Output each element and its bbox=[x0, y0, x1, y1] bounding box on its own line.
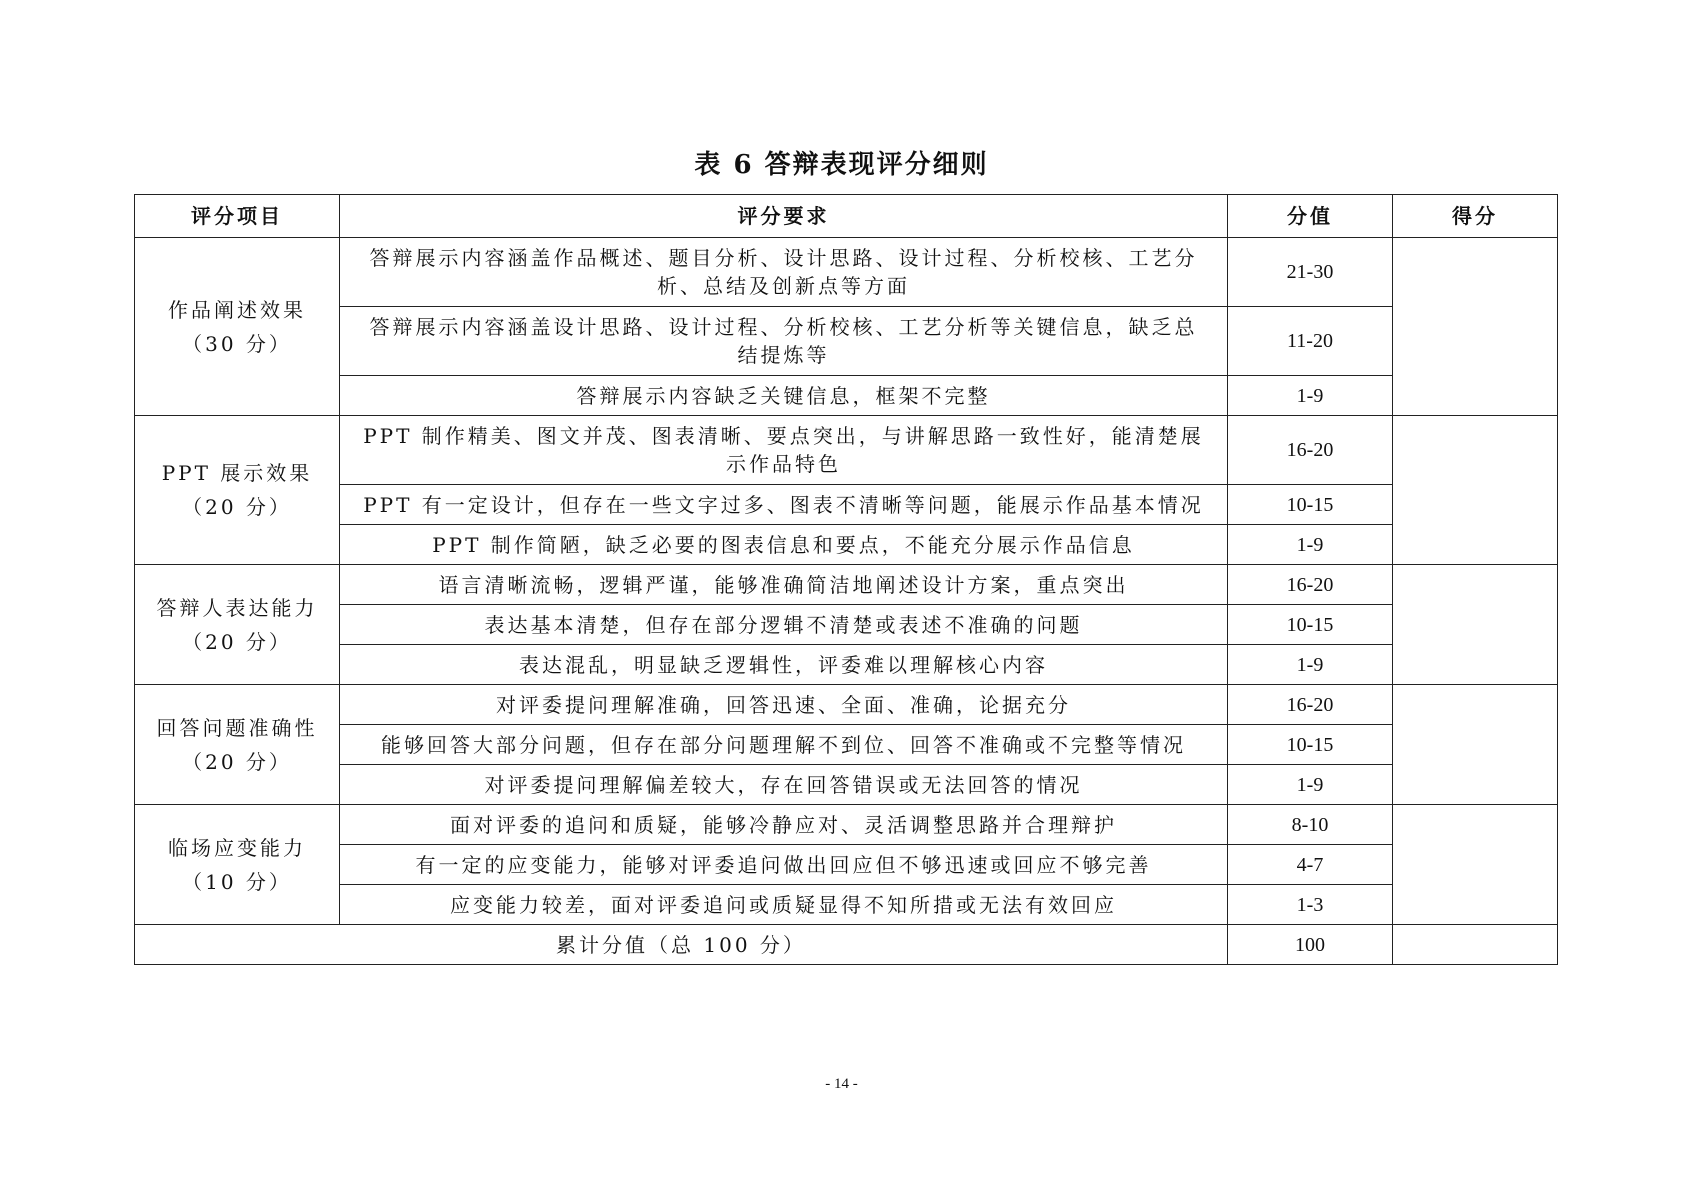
table-row bbox=[135, 845, 1558, 885]
table-row bbox=[135, 765, 1558, 805]
total-value: 100 bbox=[1228, 925, 1393, 965]
score-input-cell[interactable] bbox=[1393, 805, 1558, 925]
score-range-cell: 16-20 bbox=[1228, 685, 1393, 725]
category-name: 答辩人表达能力 bbox=[156, 595, 318, 620]
category-cell bbox=[135, 416, 340, 565]
score-range-cell: 1-9 bbox=[1228, 765, 1393, 805]
requirement-cell: 表达混乱，明显缺乏逻辑性，评委难以理解核心内容 bbox=[340, 645, 1228, 685]
category-points: （30 分） bbox=[182, 331, 292, 356]
category-name: 回答问题准确性 bbox=[156, 715, 318, 740]
score-range-cell: 1-9 bbox=[1228, 376, 1393, 416]
score-range-cell: 11-20 bbox=[1228, 307, 1393, 376]
score-range-cell: 8-10 bbox=[1228, 805, 1393, 845]
score-input-cell[interactable] bbox=[1393, 416, 1558, 565]
score-range-cell: 4-7 bbox=[1228, 845, 1393, 885]
requirement-cell: PPT 制作简陋，缺乏必要的图表信息和要点，不能充分展示作品信息 bbox=[340, 525, 1228, 565]
score-range-cell: 21-30 bbox=[1228, 238, 1393, 307]
score-input-cell[interactable] bbox=[1393, 565, 1558, 685]
category-name: PPT 展示效果 bbox=[161, 461, 313, 485]
score-input-cell[interactable] bbox=[1393, 238, 1558, 416]
table-row bbox=[135, 485, 1558, 525]
requirement-cell: 语言清晰流畅，逻辑严谨，能够准确简洁地阐述设计方案，重点突出 bbox=[340, 565, 1228, 605]
score-range-cell: 1-3 bbox=[1228, 885, 1393, 925]
total-row bbox=[135, 925, 1558, 965]
category-cell bbox=[135, 685, 340, 805]
table-row bbox=[135, 525, 1558, 565]
score-range-cell: 1-9 bbox=[1228, 525, 1393, 565]
table-row bbox=[135, 885, 1558, 925]
scoring-table bbox=[134, 194, 1558, 965]
table-row bbox=[135, 565, 1558, 605]
category-name: 临场应变能力 bbox=[168, 835, 306, 860]
table-row bbox=[135, 805, 1558, 845]
category-cell bbox=[135, 805, 340, 925]
table-row bbox=[135, 605, 1558, 645]
category-cell bbox=[135, 238, 340, 416]
score-range-cell: 10-15 bbox=[1228, 725, 1393, 765]
table-row bbox=[135, 238, 1558, 307]
score-range-cell: 1-9 bbox=[1228, 645, 1393, 685]
requirement-cell: 应变能力较差，面对评委追问或质疑显得不知所措或无法有效回应 bbox=[340, 885, 1228, 925]
score-range-cell: 16-20 bbox=[1228, 565, 1393, 605]
category-points: （20 分） bbox=[182, 495, 292, 519]
category-name: 作品阐述效果 bbox=[168, 297, 306, 322]
requirement-cell: PPT 有一定设计，但存在一些文字过多、图表不清晰等问题，能展示作品基本情况 bbox=[340, 485, 1228, 525]
score-input-cell[interactable] bbox=[1393, 685, 1558, 805]
total-score-cell[interactable] bbox=[1393, 925, 1558, 965]
header-score: 得分 bbox=[1393, 195, 1558, 238]
table-row bbox=[135, 725, 1558, 765]
header-requirement: 评分要求 bbox=[340, 195, 1228, 238]
requirement-cell: 对评委提问理解偏差较大，存在回答错误或无法回答的情况 bbox=[340, 765, 1228, 805]
requirement-cell: PPT 制作精美、图文并茂、图表清晰、要点突出，与讲解思路一致性好，能清楚展示作品特色 bbox=[340, 416, 1228, 485]
score-range-cell: 16-20 bbox=[1228, 416, 1393, 485]
table-row bbox=[135, 307, 1558, 376]
category-points: （20 分） bbox=[182, 629, 292, 654]
requirement-cell: 答辩展示内容涵盖作品概述、题目分析、设计思路、设计过程、分析校核、工艺分析、总结及创新点等方面 bbox=[340, 238, 1228, 307]
requirement-cell: 能够回答大部分问题，但存在部分问题理解不到位、回答不准确或不完整等情况 bbox=[340, 725, 1228, 765]
table-row bbox=[135, 685, 1558, 725]
header-row bbox=[135, 195, 1558, 238]
header-item: 评分项目 bbox=[135, 195, 340, 238]
category-points: （10 分） bbox=[182, 869, 292, 894]
requirement-cell: 对评委提问理解准确，回答迅速、全面、准确，论据充分 bbox=[340, 685, 1228, 725]
table-row bbox=[135, 645, 1558, 685]
category-cell bbox=[135, 565, 340, 685]
table-body bbox=[135, 238, 1558, 925]
table-row bbox=[135, 376, 1558, 416]
requirement-cell: 答辩展示内容缺乏关键信息，框架不完整 bbox=[340, 376, 1228, 416]
total-label: 累计分值（总 100 分） bbox=[135, 925, 1228, 965]
category-points: （20 分） bbox=[182, 749, 292, 774]
score-range-cell: 10-15 bbox=[1228, 605, 1393, 645]
requirement-cell: 答辩展示内容涵盖设计思路、设计过程、分析校核、工艺分析等关键信息，缺乏总结提炼等 bbox=[340, 307, 1228, 376]
requirement-cell: 面对评委的追问和质疑，能够冷静应对、灵活调整思路并合理辩护 bbox=[340, 805, 1228, 845]
table-row bbox=[135, 416, 1558, 485]
table-title: 表 6 答辩表现评分细则 bbox=[694, 150, 989, 180]
score-range-cell: 10-15 bbox=[1228, 485, 1393, 525]
requirement-cell: 表达基本清楚，但存在部分逻辑不清楚或表述不准确的问题 bbox=[340, 605, 1228, 645]
header-score-range: 分值 bbox=[1228, 195, 1393, 238]
requirement-cell: 有一定的应变能力，能够对评委追问做出回应但不够迅速或回应不够完善 bbox=[340, 845, 1228, 885]
page-number: - 14 - bbox=[825, 1076, 858, 1092]
